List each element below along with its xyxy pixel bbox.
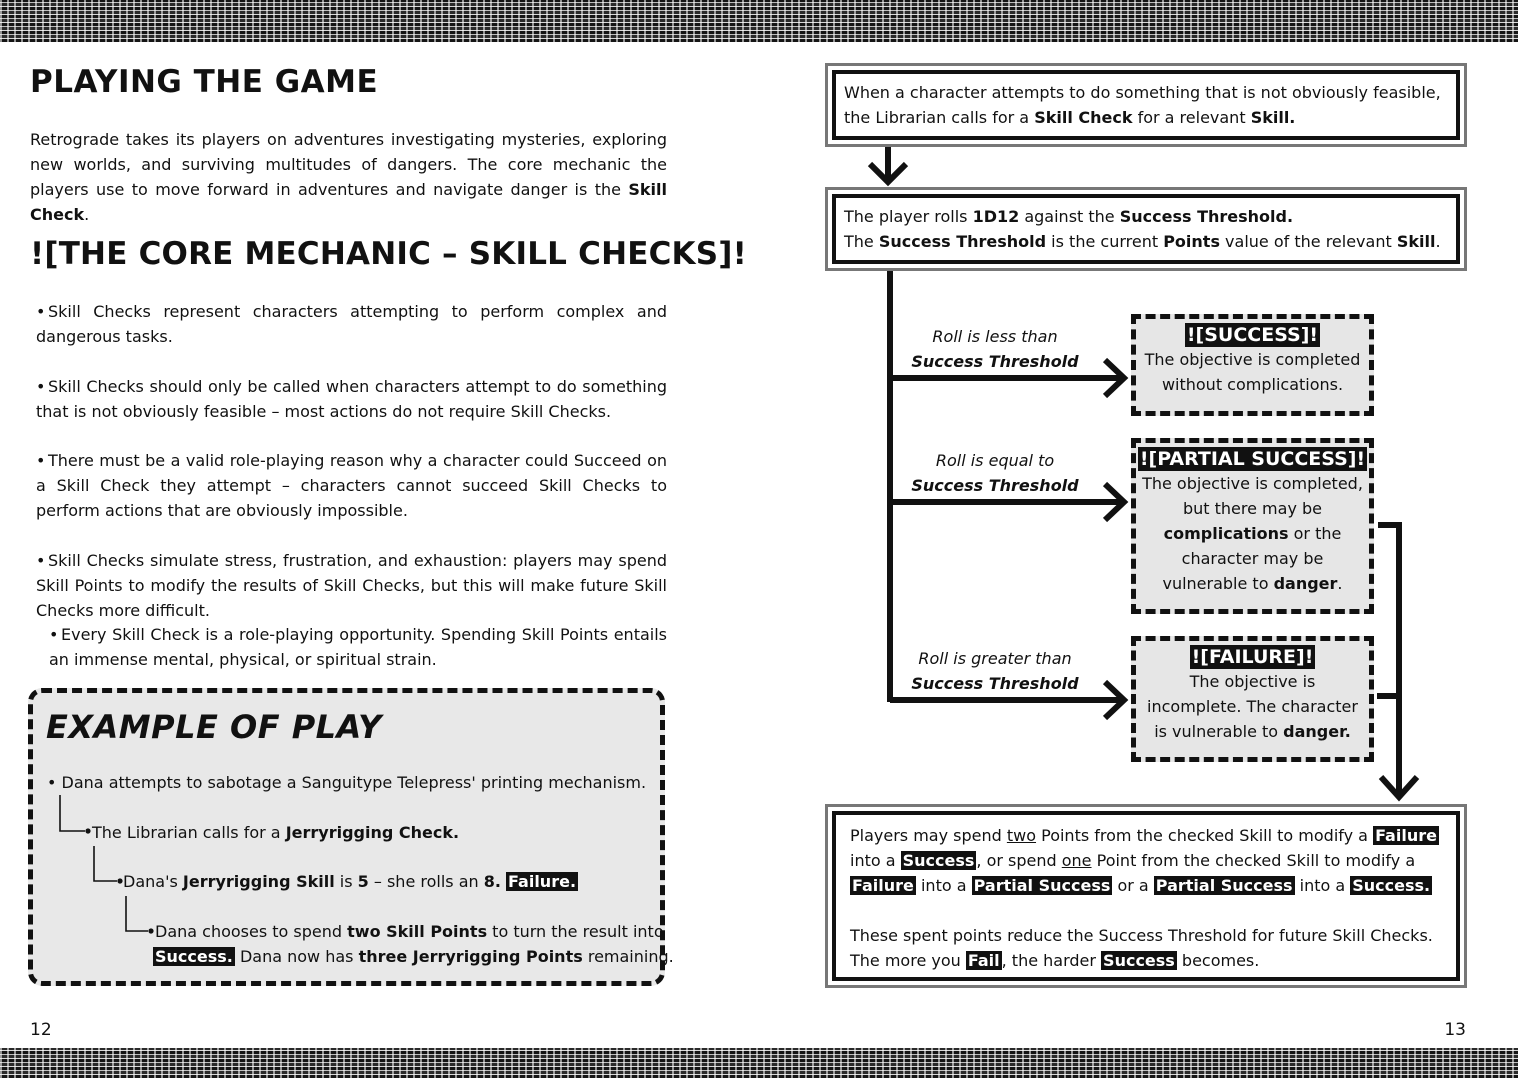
condition-equal-to: Roll is equal to Success Threshold <box>911 451 1079 495</box>
bullet-item: • Skill Checks should only be called when characters attempt to do something that is not obviously feasible – most actions do not require Skill Checks. <box>36 377 667 421</box>
bullet-item: • Skill Checks represent characters attempting to perform complex and dangerous tasks. <box>36 302 667 346</box>
example-line-3: Dana's Jerryrigging Skill is 5 – she rolls an 8. Failure. <box>123 872 577 891</box>
success-heading: ![SUCCESS]! <box>1186 324 1319 346</box>
page-number-left: 12 <box>30 1020 52 1040</box>
example-line-1: • Dana attempts to sabotage a Sanguitype Telepress' printing mechanism. <box>47 773 647 792</box>
section-title: ![THE CORE MECHANIC – SKILL CHECKS]! <box>30 236 747 272</box>
flow-box-skill-check-call: When a character attempts to do something that is not obviously feasible, the Librarian calls for a Skill Check for a relevant Skill. <box>832 70 1460 140</box>
intro-paragraph: Retrograde takes its players on adventures investigating mysteries, exploring new worlds, and surviving multitudes of dangers. The core mechanic the players use to move forward in adventures and navigate danger is the Skill Check. <box>30 130 667 224</box>
example-line-4: Dana chooses to spend two Skill Points to turn the result into <box>155 922 664 941</box>
sub-bullet-item: • Every Skill Check is a role-playing opportunity. Spending Skill Points entails an immense mental, physical, or spiritual strain. <box>49 625 667 669</box>
partial-success-heading: ![PARTIAL SUCCESS]! <box>1139 448 1366 470</box>
result-box-partial-success: ![PARTIAL SUCCESS]! The objective is completed, but there may be complications or the character may be vulnerable to danger. <box>1131 438 1374 614</box>
result-box-success: ![SUCCESS]! The objective is completed without complications. <box>1131 314 1374 416</box>
condition-greater-than: Roll is greater than Success Threshold <box>911 649 1079 693</box>
result-box-failure: ![FAILURE]! The objective is incomplete. The character is vulnerable to danger. <box>1131 636 1374 762</box>
bullet-item: • Skill Checks simulate stress, frustration, and exhaustion: players may spend Skill Points to modify the results of Skill Checks, but this will make future Skill Checks more difficult. <box>36 551 667 620</box>
example-line-5: Success. Dana now has three Jerryrigging Points remaining. <box>155 947 674 966</box>
page-number-right: 13 <box>1444 1020 1466 1040</box>
example-line-2: The Librarian calls for a Jerryrigging Check. <box>92 823 460 842</box>
failure-heading: ![FAILURE]! <box>1191 646 1314 668</box>
success-highlight: Success. <box>155 947 233 966</box>
flow-box-roll: The player rolls 1D12 against the Success Threshold. The Success Threshold is the current Points value of the relevant Skill. <box>832 194 1460 264</box>
condition-less-than: Roll is less than Success Threshold <box>911 327 1079 371</box>
flow-box-spend-points: Players may spend two Points from the checked Skill to modify a Failure into a Success , or spend one Point from the checked Skill to modify a Failure into a Partial Success or a Partial Success into a Success. These spent points reduce the Success Threshold for future Skill Checks. The more you Fail , the harder Success becomes. <box>832 811 1460 981</box>
failure-highlight: Failure. <box>508 872 577 891</box>
page-title: PLAYING THE GAME <box>30 64 379 100</box>
example-title: EXAMPLE OF PLAY <box>46 708 382 746</box>
bullet-item: • There must be a valid role-playing reason why a character could Succeed on a Skill Check they attempt – characters cannot succeed Skill Checks to perform actions that are obviously impossible. <box>36 451 667 520</box>
